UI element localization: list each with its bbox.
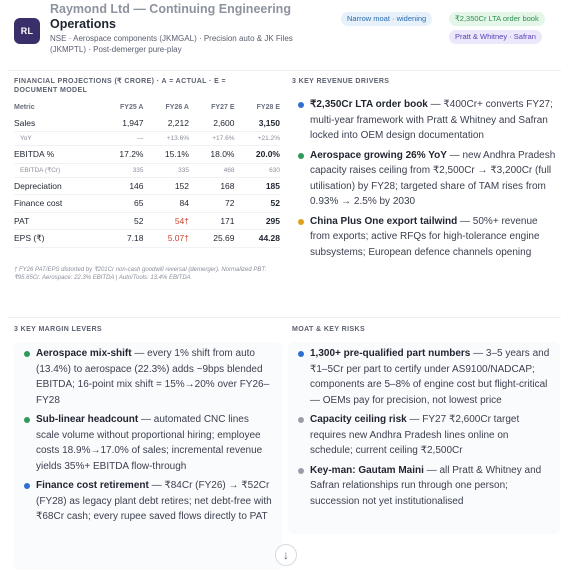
table-row: PAT 52 54† 171 295 xyxy=(14,212,280,230)
col-fy28: FY28 E xyxy=(256,103,280,111)
bullet-dot-icon xyxy=(298,219,304,225)
bullet-dot-icon xyxy=(298,102,304,108)
table-row: EBITDA (₹Cr) 335 335 468 630 xyxy=(14,163,280,177)
projections-footnote: † FY26 PAT/EPS distorted by ₹201Cr non-cash goodwill reversal (demerger). Normalized PBT: ₹95.65Cr. Aerospace: 22.3% EBITDA | Auto/Tools: 13.4% EBITDA xyxy=(14,267,267,281)
bullet-dot-icon xyxy=(298,468,304,474)
company-title: Raymond Ltd — Continuing Engineering xyxy=(50,2,291,16)
revenue-drivers-title: 3 KEY REVENUE DRIVERS xyxy=(292,78,390,85)
col-metric: Metric xyxy=(14,103,35,111)
customers-badge: Pratt & Whitney · Safran xyxy=(449,30,542,44)
header-divider xyxy=(8,70,561,71)
list-item: 1,300+ pre-qualified part numbers — 3–5 years and ₹1–5Cr per part to certify under AS9100/NADCAP; components are 5–8% of engine cost but flight-critical — OEMs pay for precision, not lowest price xyxy=(298,346,554,408)
order-book-badge: ₹2,350Cr LTA order book xyxy=(449,12,545,26)
col-fy26: FY26 A xyxy=(165,103,189,111)
moat-risks-list xyxy=(298,346,554,513)
section-divider xyxy=(8,317,561,318)
list-item: ₹2,350Cr LTA order book — ₹400Cr+ converts FY27; multi-year framework with Pratt & Whitney and Safran locked into OEM design documentation xyxy=(298,97,556,144)
bullet-dot-icon xyxy=(298,153,304,159)
company-logo: RL xyxy=(14,18,40,44)
company-subtitle-line2: (JKMPTL) · Post-demerger pure-play xyxy=(50,44,182,54)
company-title-line2: Operations xyxy=(50,17,116,31)
list-item: China Plus One export tailwind — 50%+ revenue from exports; active RFQs for high-tolerance engine subsystems; European defence channels opening xyxy=(298,214,556,261)
table-row: Sales 1,947 2,212 2,600 3,150 xyxy=(14,114,280,132)
table-header-row xyxy=(14,100,280,114)
moat-badge: Narrow moat · widening xyxy=(341,12,432,26)
bullet-dot-icon xyxy=(24,483,30,489)
moat-risks-title: MOAT & KEY RISKS xyxy=(292,326,366,333)
col-fy27: FY27 E xyxy=(211,103,235,111)
page-header xyxy=(0,0,569,64)
bullet-dot-icon xyxy=(24,417,30,423)
table-row: YoY — +13.6% +17.6% +21.2% xyxy=(14,132,280,146)
list-item: Finance cost retirement — ₹84Cr (FY26) → ₹52Cr (FY28) as legacy plant debt retires; net debt-free with ₹68Cr cash; every rupee saved flows directly to PAT xyxy=(24,478,274,525)
bullet-dot-icon xyxy=(298,417,304,423)
table-row: Depreciation 146 152 168 185 xyxy=(14,177,280,195)
table-row: EBITDA % 17.2% 15.1% 18.0% 20.0% xyxy=(14,146,280,164)
company-subtitle-line1: NSE · Aerospace components (JKMGAL) · Precision auto & JK Files xyxy=(50,34,293,43)
margin-levers-title: 3 KEY MARGIN LEVERS xyxy=(14,326,102,333)
projections-title: FINANCIAL PROJECTIONS (₹ CRORE) · A = ACTUAL · E = DOCUMENT MODEL xyxy=(14,78,227,94)
table-row: Finance cost 65 84 72 52 xyxy=(14,195,280,213)
projections-table xyxy=(14,100,280,248)
list-item: Sub-linear headcount — automated CNC lines scale volume without proportional hiring; employee costs 18.9%→17.0% of sales; incremental revenue yields 35%+ EBITDA flow-through xyxy=(24,412,274,474)
company-subtitle xyxy=(50,34,340,55)
table-row: EPS (₹) 7.18 5.07† 25.69 44.28 xyxy=(14,230,280,248)
scroll-down-button[interactable] xyxy=(275,544,297,566)
col-fy25: FY25 A xyxy=(120,103,144,111)
list-item: Key-man: Gautam Maini — all Pratt & Whitney and Safran relationships run through one person; succession not yet institutionalised xyxy=(298,463,554,510)
revenue-drivers-list xyxy=(298,97,556,264)
list-item: Capacity ceiling risk — FY27 ₹2,600Cr target requires new Andhra Pradesh lines online on schedule; current ceiling ₹2,500Cr xyxy=(298,412,554,459)
list-item: Aerospace growing 26% YoY — new Andhra Pradesh capacity raises ceiling from ₹2,500Cr → ₹3,200Cr (full utilisation) by FY28; targeted share of TAM rises from 0.93% → 2.5% by 2030 xyxy=(298,148,556,210)
bullet-dot-icon xyxy=(298,351,304,357)
bullet-dot-icon xyxy=(24,351,30,357)
arrow-down-icon: ↓ xyxy=(283,548,289,562)
margin-levers-list xyxy=(24,346,274,529)
list-item: Aerospace mix-shift — every 1% shift from auto (13.4%) to aerospace (22.3%) adds ~9bps blended EBITDA; 16-point mix shift = 15%→20% over FY26–FY28 xyxy=(24,346,274,408)
